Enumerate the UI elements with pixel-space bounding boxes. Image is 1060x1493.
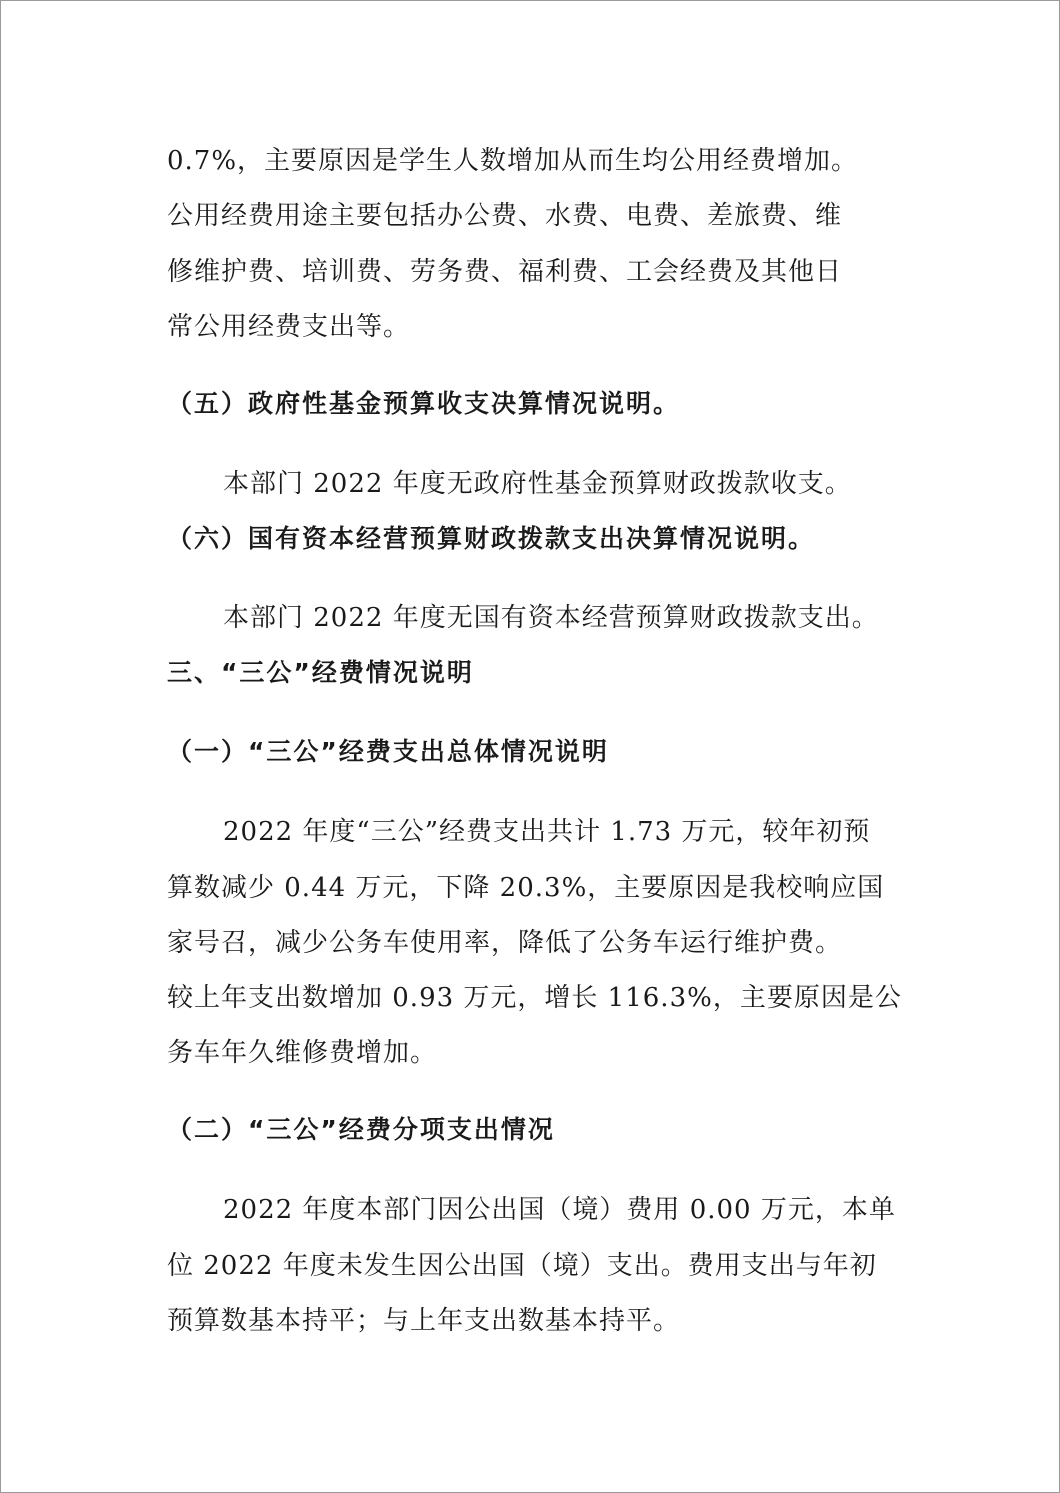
body-line: 2022 年度本部门因公出国（境）费用 0.00 万元，本单 (223, 1195, 896, 1225)
body-line: 家号召，减少公务车使用率，降低了公务车运行维护费。 (167, 928, 843, 958)
section-heading: （二）“三公”经费分项支出情况 (167, 1115, 555, 1144)
section-heading: （一）“三公”经费支出总体情况说明 (167, 737, 609, 766)
chapter-heading: 三、“三公”经费情况说明 (167, 658, 474, 687)
body-line: 常公用经费支出等。 (167, 312, 411, 342)
body-line: 0.7%，主要原因是学生人数增加从而生均公用经费增加。 (167, 146, 859, 176)
body-line: 本部门 2022 年度无政府性基金预算财政拨款收支。 (223, 469, 852, 499)
body-line: 2022 年度“三公”经费支出共计 1.73 万元，较年初预 (223, 817, 871, 847)
body-line: 较上年支出数增加 0.93 万元，增长 116.3%，主要原因是公 (167, 983, 902, 1013)
section-heading: （五）政府性基金预算收支决算情况说明。 (167, 389, 681, 418)
body-line: 预算数基本持平；与上年支出数基本持平。 (167, 1306, 681, 1336)
body-line: 公用经费用途主要包括办公费、水费、电费、差旅费、维 (167, 201, 843, 231)
body-line: 本部门 2022 年度无国有资本经营预算财政拨款支出。 (223, 603, 879, 633)
body-line: 修维护费、培训费、劳务费、福利费、工会经费及其他日 (167, 257, 843, 287)
body-line: 位 2022 年度未发生因公出国（境）支出。费用支出与年初 (167, 1251, 877, 1281)
body-line: 务车年久维修费增加。 (167, 1038, 438, 1068)
section-heading: （六）国有资本经营预算财政拨款支出决算情况说明。 (167, 524, 816, 553)
body-line: 算数减少 0.44 万元，下降 20.3%，主要原因是我校响应国 (167, 873, 885, 903)
